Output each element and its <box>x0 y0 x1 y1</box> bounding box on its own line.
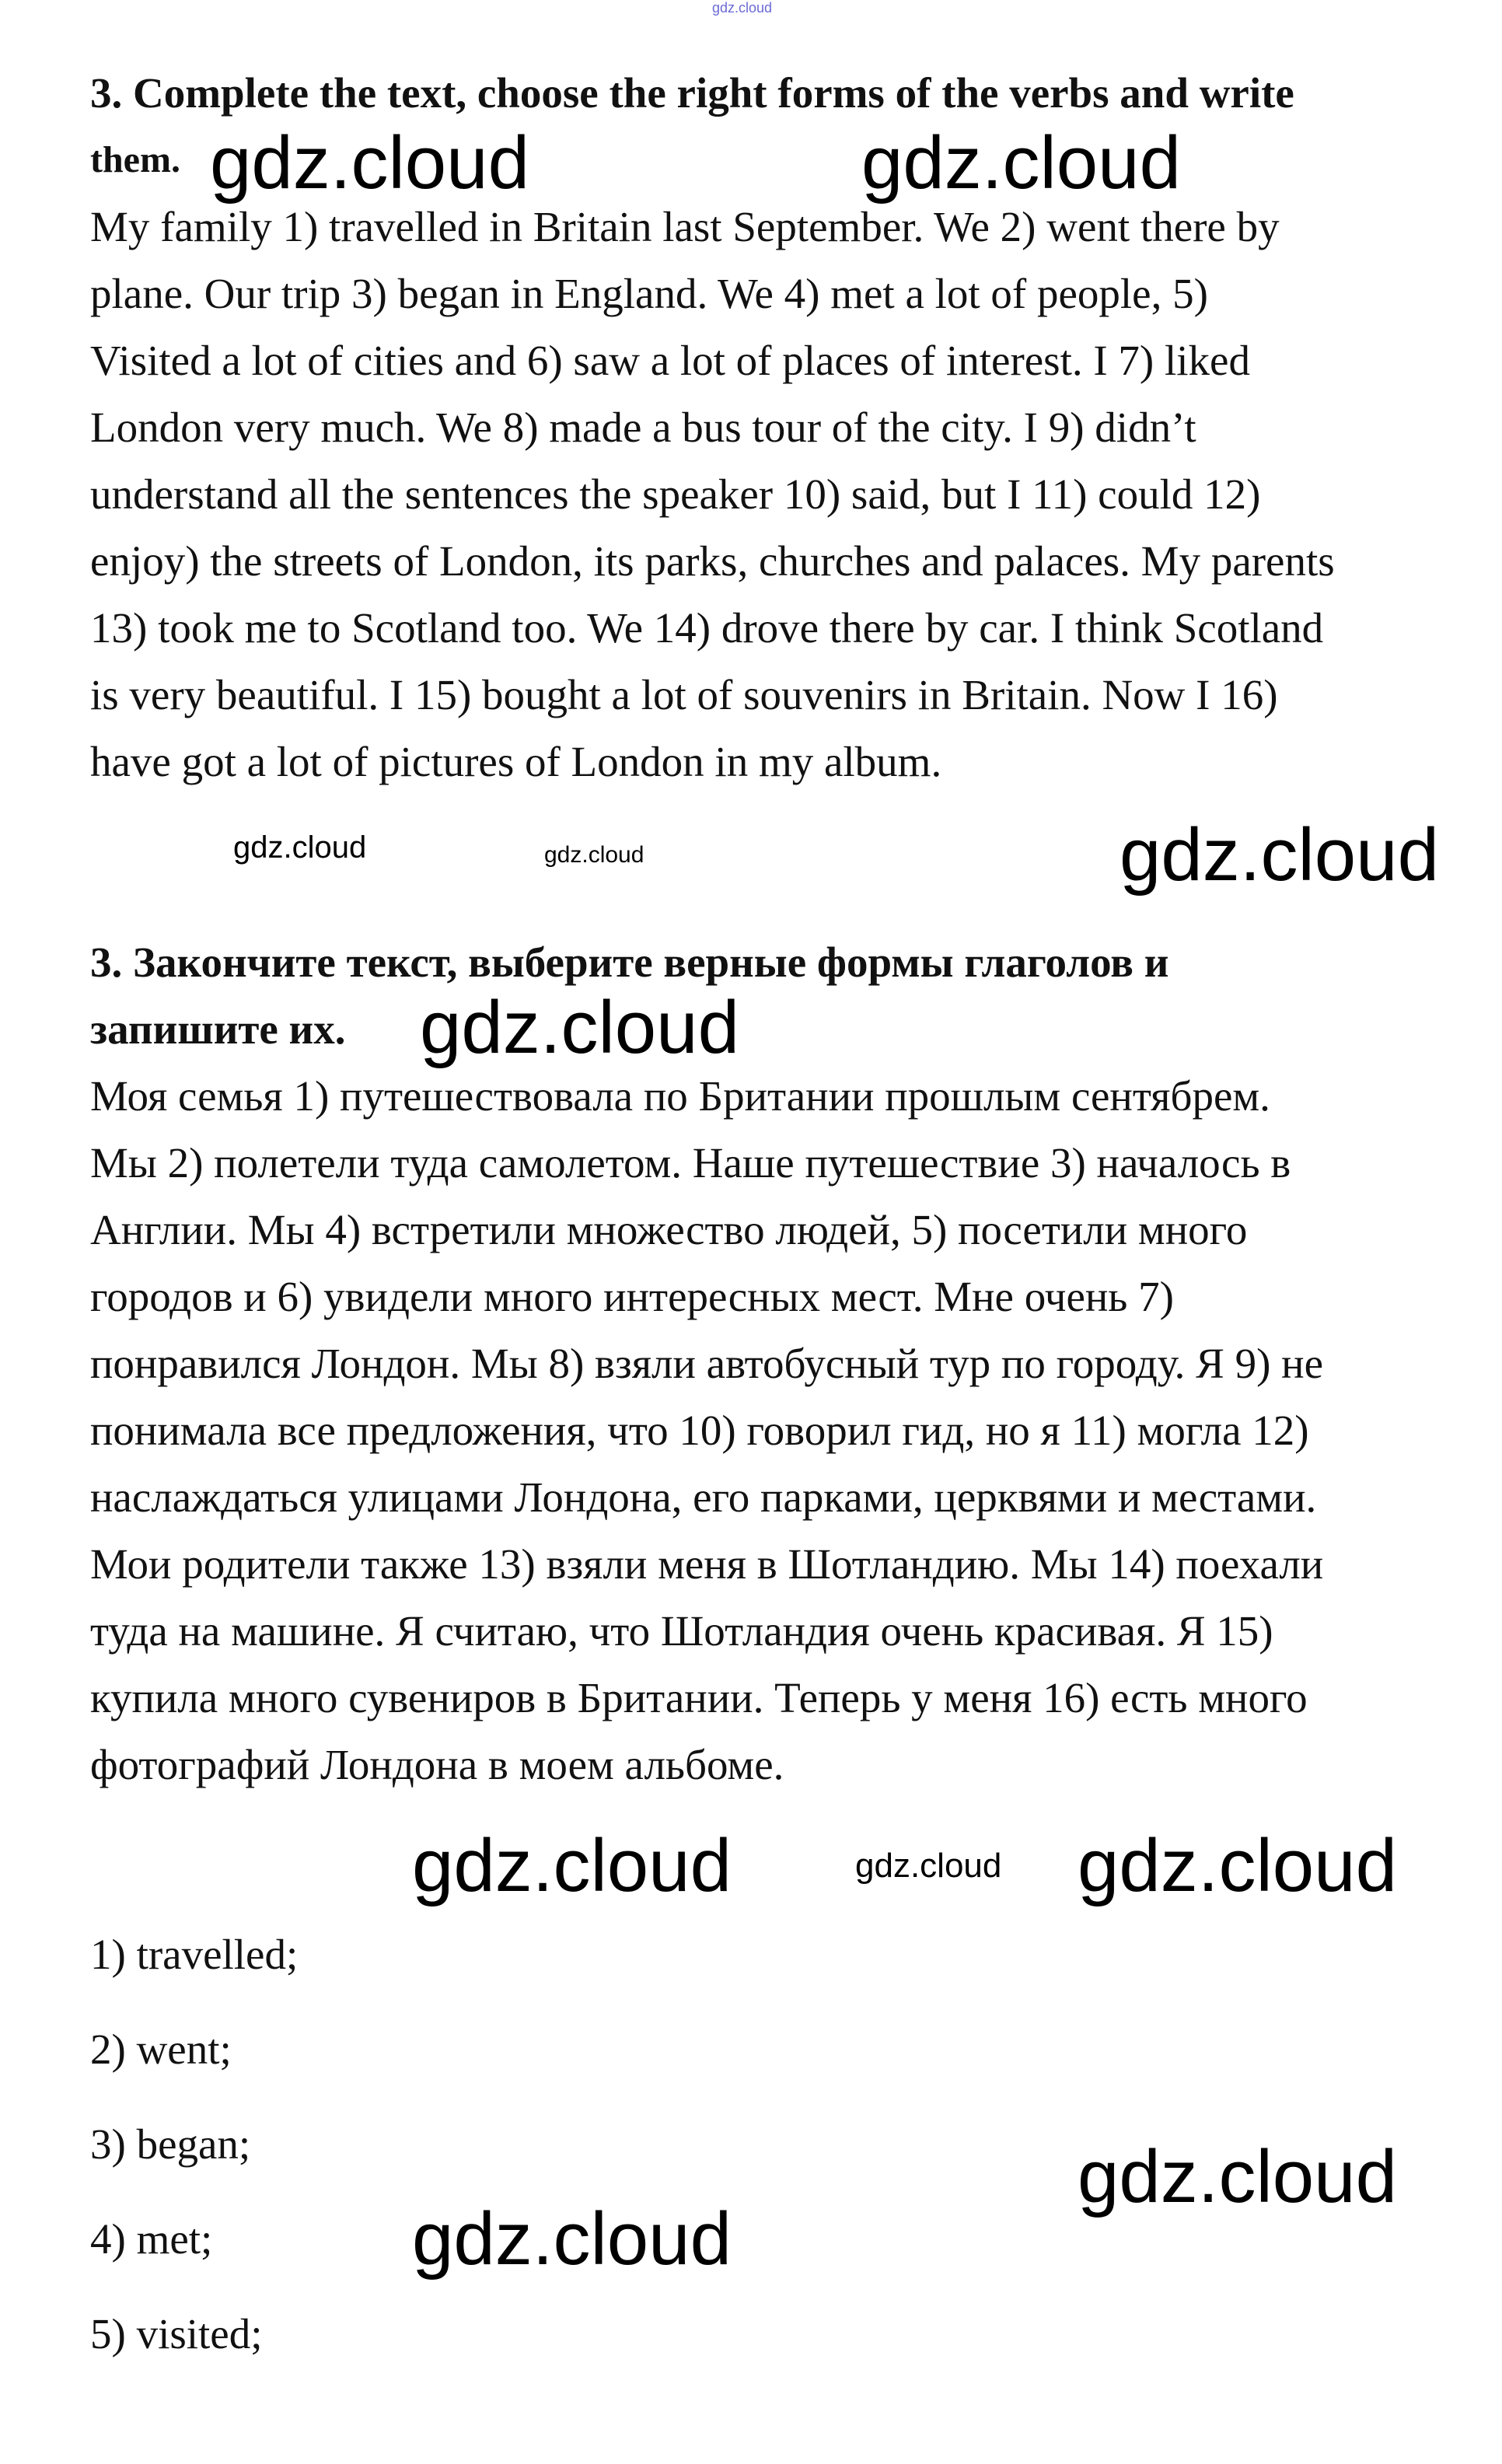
exercise-title: them. <box>90 139 180 180</box>
text-line: купила много сувениров в Британии. Теперь у меня 16) есть много <box>90 1674 1308 1721</box>
text-line: наслаждаться улицами Лондона, его парками, церквями и местами. <box>90 1473 1317 1521</box>
text-line: is very beautiful. I 15) bought a lot of souvenirs in Britain. Now I 16) <box>90 671 1278 718</box>
watermark: gdz.cloud <box>412 1824 732 1907</box>
text-line: Мы 2) полетели туда самолетом. Наше путешествие 3) началось в <box>90 1139 1291 1187</box>
watermark: gdz.cloud <box>1078 1824 1397 1907</box>
text-line: have got a lot of pictures of London in my album. <box>90 738 942 785</box>
watermark: gdz.cloud <box>210 121 529 204</box>
watermark: gdz.cloud <box>1078 2135 1397 2218</box>
watermark: gdz.cloud <box>420 986 739 1069</box>
watermark-top: gdz.cloud <box>712 0 773 16</box>
watermark: gdz.cloud <box>233 830 367 865</box>
answer-item: 1) travelled; <box>90 1931 299 1978</box>
watermark: gdz.cloud <box>1120 813 1439 896</box>
text-line: enjoy) the streets of London, its parks, churches and palaces. My parents <box>90 537 1335 585</box>
text-line: London very much. We 8) made a bus tour of the city. I 9) didn’t <box>90 404 1196 451</box>
watermark: gdz.cloud <box>855 1847 1002 1885</box>
exercise-title: запишите их. <box>90 1005 346 1053</box>
answer-item: 2) went; <box>90 2025 232 2073</box>
text-line: Мои родители также 13) взяли меня в Шотландию. Мы 14) поехали <box>90 1540 1324 1588</box>
text-line: Англии. Мы 4) встретили множество людей, 5) посетили много <box>90 1206 1248 1253</box>
exercise-title: 3. Закончите текст, выберите верные формы глаголов и <box>90 938 1169 986</box>
watermark: gdz.cloud <box>861 121 1181 204</box>
text-line: городов и 6) увидели много интересных мест. Мне очень 7) <box>90 1273 1174 1320</box>
text-line: plane. Our trip 3) began in England. We 4) met a lot of people, 5) <box>90 270 1208 317</box>
text-line: фотографий Лондона в моем альбоме. <box>90 1741 784 1788</box>
text-line: туда на машине. Я считаю, что Шотландия очень красивая. Я 15) <box>90 1607 1273 1655</box>
text-line: Visited a lot of cities and 6) saw a lot of places of interest. I 7) liked <box>90 337 1250 384</box>
text-line: 13) took me to Scotland too. We 14) drove there by car. I think Scotland <box>90 604 1324 652</box>
answer-item: 4) met; <box>90 2215 213 2263</box>
text-line: understand all the sentences the speaker 10) said, but I 11) could 12) <box>90 470 1261 518</box>
text-line: понравился Лондон. Мы 8) взяли автобусный тур по городу. Я 9) не <box>90 1340 1324 1387</box>
text-line: понимала все предложения, что 10) говорил гид, но я 11) могла 12) <box>90 1407 1309 1454</box>
exercise-title: 3. Complete the text, choose the right forms of the verbs and write <box>90 69 1294 117</box>
watermark: gdz.cloud <box>544 842 644 868</box>
text-line: Моя семья 1) путешествовала по Британии прошлым сентябрем. <box>90 1072 1270 1120</box>
watermark: gdz.cloud <box>412 2197 732 2281</box>
answer-item: 3) began; <box>90 2120 251 2168</box>
answer-item: 5) visited; <box>90 2310 263 2357</box>
text-line: My family 1) travelled in Britain last September. We 2) went there by <box>90 203 1280 250</box>
